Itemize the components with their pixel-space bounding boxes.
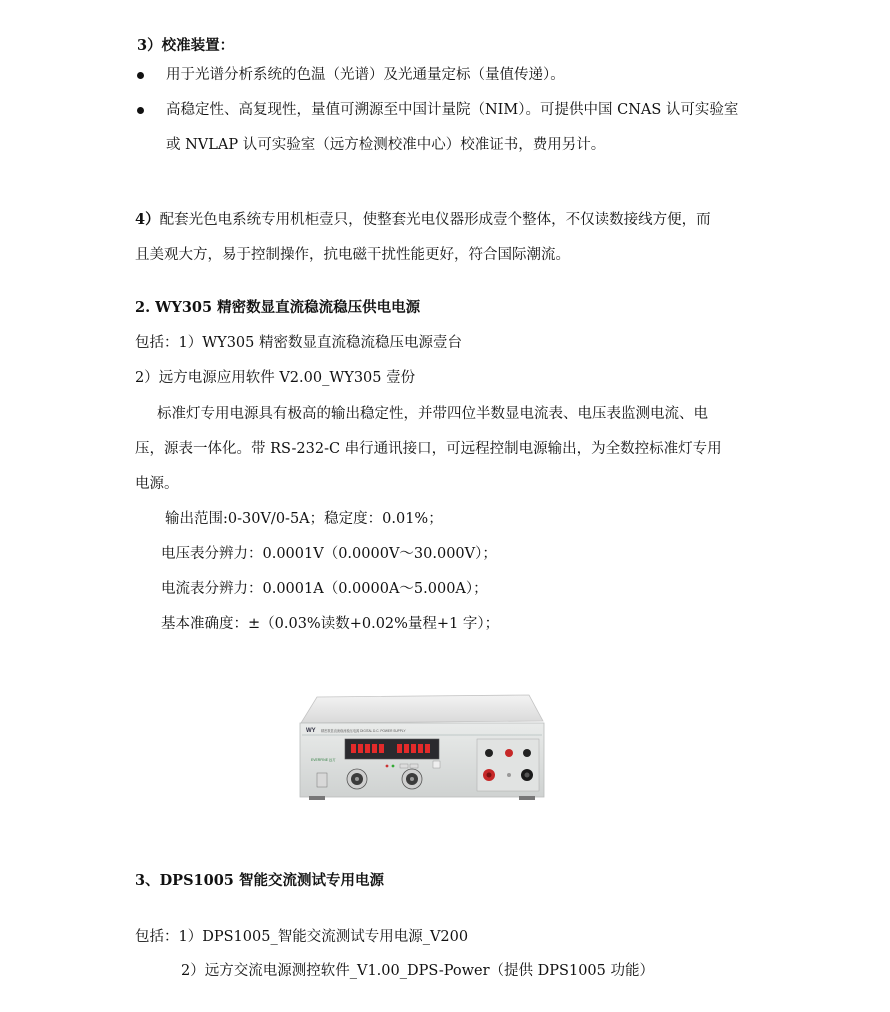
brand-mark: WY	[306, 728, 316, 734]
wy305-spec-4: 基本准确度：±（0.03%读数+0.02%量程+1 字）；	[161, 616, 500, 632]
calibration-bullet-1: 用于光谱分析系统的色温（光谱）及光通量定标（量值传递）。	[166, 67, 565, 83]
power-supply-drawing	[297, 693, 547, 801]
bullet-dot	[137, 107, 144, 114]
dps1005-include-2: 2）远方交流电源测控软件_V1.00_DPS-Power（提供 DPS1005 功能）	[181, 963, 654, 979]
cabinet-number: 4）	[135, 211, 160, 228]
power-supply-image	[297, 693, 547, 801]
calibration-bullet-2-line-1: 高稳定性、高复现性，量值可溯源至中国计量院（NIM）。可提供中国 CNAS 认可实验室	[166, 102, 739, 118]
panel-title: 精密数显直流稳流稳压电源 DIGITAL D.C. POWER SUPPLY	[321, 729, 406, 733]
knob	[402, 769, 422, 789]
dps1005-include-1: 包括：1）DPS1005_智能交流测试专用电源_V200	[135, 929, 469, 945]
cabinet-text-1: 配套光色电系统专用机柜壹只，使整套光电仪器形成壹个整体，不仅读数接线方便，而	[159, 212, 711, 228]
cabinet-paragraph-line-2: 且美观大方，易于控制操作，抗电磁干扰性能更好，符合国际潮流。	[135, 247, 570, 263]
terminal-panel	[477, 739, 539, 791]
foot	[519, 796, 535, 800]
calibration-bullet-2-line-2: 或 NVLAP 认可实验室（远方检测校准中心）校准证书，费用另计。	[166, 137, 606, 153]
logo: EVERFINE 远方	[311, 758, 336, 762]
case-top	[301, 695, 543, 723]
knob	[347, 769, 367, 789]
wy305-heading: 2. WY305 精密数显直流稳流稳压供电电源	[135, 299, 421, 316]
wy305-desc-3: 电源。	[135, 476, 179, 492]
wy305-include-2: 2）远方电源应用软件 V2.00_WY305 壹份	[135, 370, 416, 386]
wy305-spec-2: 电压表分辨力：0.0001V（0.0000V～30.000V）；	[161, 546, 497, 562]
wy305-include-1: 包括：1）WY305 精密数显直流稳流稳压电源壹台	[135, 335, 462, 351]
wy305-spec-1: 输出范围:0-30V/0-5A；稳定度：0.01%；	[165, 511, 443, 527]
foot	[309, 796, 325, 800]
power-switch	[317, 773, 327, 787]
wy305-desc-2: 压，源表一体化。带 RS-232-C 串行通讯接口，可远程控制电源输出，为全数控标准灯专用	[135, 441, 722, 457]
dps1005-heading: 3、DPS1005 智能交流测试专用电源	[135, 872, 384, 889]
wy305-desc-1: 标准灯专用电源具有极高的输出稳定性，并带四位半数显电流表、电压表监测电流、电	[157, 406, 708, 422]
wy305-spec-3: 电流表分辨力：0.0001A（0.0000A～5.000A）；	[161, 581, 488, 597]
bullet-dot	[137, 72, 144, 79]
calibration-heading: 3）校准装置：	[137, 37, 235, 54]
cabinet-paragraph-line-1	[135, 210, 711, 230]
